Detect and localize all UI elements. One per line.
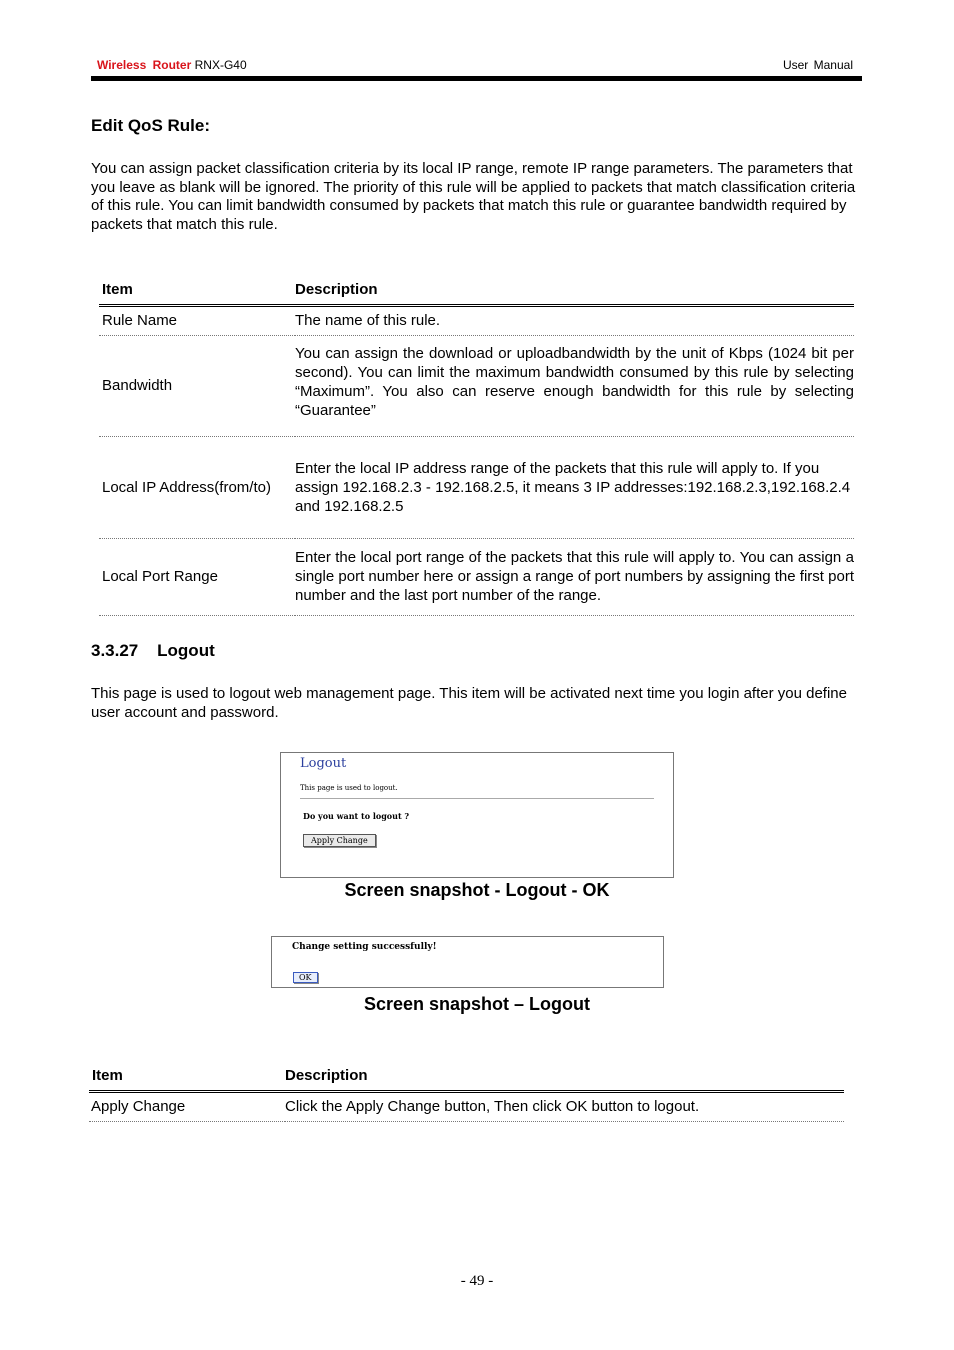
apply-change-button[interactable]: Apply Change — [303, 834, 376, 847]
snapshot-subtitle: This page is used to logout. — [300, 784, 398, 792]
header-rule — [91, 76, 862, 81]
qos-col-item: Item — [102, 280, 133, 298]
row-item: Apply Change — [91, 1098, 186, 1115]
snapshot-caption: Screen snapshot – Logout — [363, 994, 591, 1014]
doc-type: User Manual — [782, 58, 853, 72]
logout-heading: 3.3.27 Logout — [91, 641, 215, 660]
running-header-left — [97, 58, 247, 72]
page-number: - 49 - — [460, 1273, 494, 1289]
logout-col-desc: Description — [285, 1066, 368, 1084]
table-row — [99, 538, 854, 615]
snapshot-caption: Screen snapshot - Logout - OK — [344, 880, 610, 900]
qos-heading: Edit QoS Rule: — [91, 116, 210, 135]
snapshot-question: Do you want to logout ? — [303, 811, 410, 821]
logout-table — [89, 1066, 844, 1122]
row-desc: You can assign the download or uploadbandwidth by the unit of Kbps (1024 bit per second). You can limit the maximum bandwidth consumed by this rule by selecting “Maximum”. You also can reserve enough bandwidth for this rule by selecting “Guarantee” — [295, 344, 854, 419]
row-item: Local Port Range — [102, 568, 218, 585]
model-name: RNX-G40 — [194, 58, 247, 72]
row-item: Bandwidth — [102, 377, 173, 394]
qos-col-desc: Description — [295, 280, 378, 298]
logout-snapshot — [280, 752, 674, 878]
row-desc: Click the Apply Change button, Then click OK button to logout. — [285, 1098, 700, 1115]
qos-intro: You can assign packet classification criteria by its local IP range, remote IP range parameters. The parameters that you leave as blank will be ignored. The priority of this rule will be applied to packets that match classification criteria of this rule. You can limit bandwidth consumed by packets that match this rule or guarantee bandwidth required by packets that match this rule. — [91, 160, 856, 233]
qos-table — [99, 280, 854, 616]
snapshot-title: Logout — [300, 756, 347, 771]
brand-name: Wireless Router — [97, 58, 192, 72]
success-message: Change setting successfully! — [292, 942, 437, 952]
row-item: Local IP Address(from/to) — [102, 478, 271, 496]
row-desc: Enter the local port range of the packets that this rule will apply to. You can assign a single port number here or assign a range of port numbers by assigning the first port number and the last port number of the range. — [295, 549, 854, 604]
table-row — [99, 436, 854, 538]
logout-col-item: Item — [92, 1066, 123, 1084]
row-desc: The name of this rule. — [295, 312, 441, 329]
row-item: Rule Name — [102, 312, 178, 329]
row-desc: Enter the local IP address range of the packets that this rule will apply to. If you assign 192.168.2.3 - 192.168.2.5, it means 3 IP addresses:192.168.2.3,192.168.2.4 and 192.168.2.5 — [295, 459, 851, 515]
success-snapshot — [271, 936, 664, 988]
table-row — [99, 335, 854, 436]
ok-button[interactable]: OK — [293, 972, 318, 983]
table-row — [99, 305, 854, 335]
logout-intro: This page is used to logout web management page. This item will be activated next time you login after you define user account and password. — [91, 685, 847, 721]
table-row — [89, 1091, 844, 1121]
snapshot-divider — [300, 798, 654, 799]
